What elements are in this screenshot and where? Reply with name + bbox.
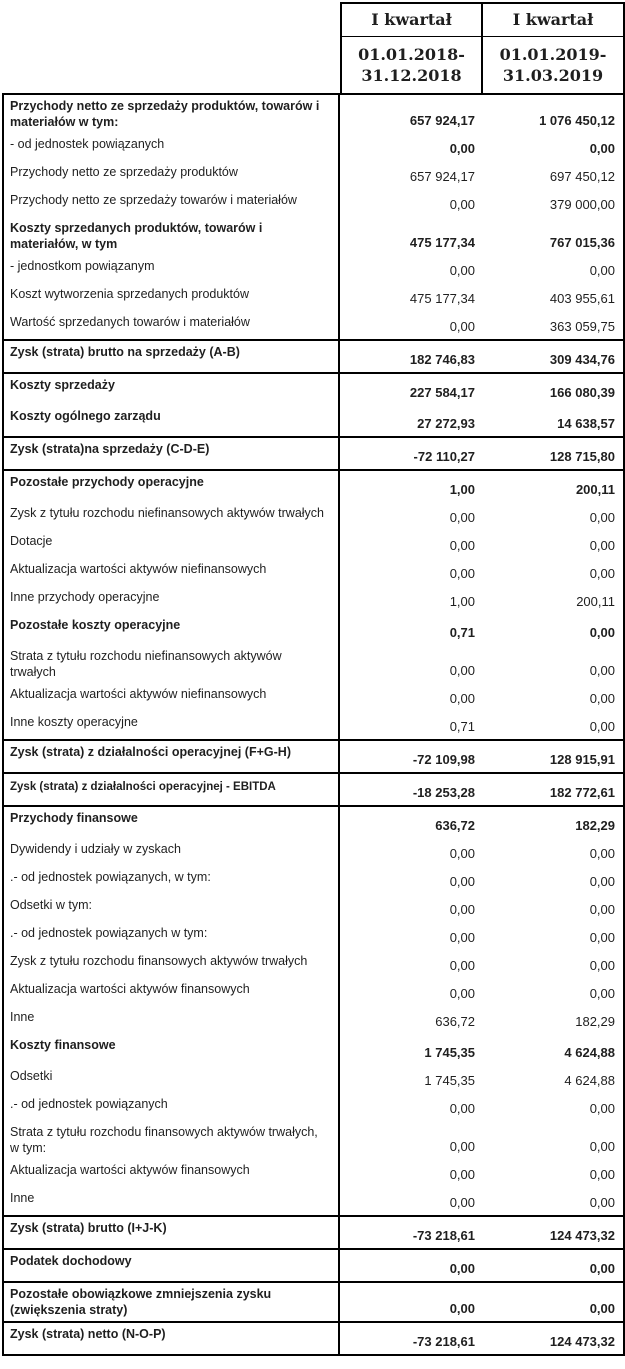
value-2019: 0,00 <box>483 614 625 645</box>
value-2019: 403 955,61 <box>483 283 625 311</box>
row-label: Aktualizacja wartości aktywów niefinansowych <box>2 683 340 711</box>
value-2018: 0,00 <box>449 958 475 973</box>
value-2019: 4 624,88 <box>483 1034 625 1065</box>
table-row <box>2 866 625 894</box>
value-2018: 0,00 <box>449 538 475 553</box>
value-2018: 0,00 <box>449 986 475 1001</box>
table-section <box>2 1250 625 1283</box>
value-2019: 4 624,88 <box>483 1065 625 1093</box>
value-2018: 0,71 <box>449 719 475 734</box>
table-row <box>2 255 625 283</box>
table-row <box>2 1065 625 1093</box>
table-row <box>2 189 625 217</box>
table-row <box>2 711 625 739</box>
row-label: Koszty finansowe <box>2 1034 340 1065</box>
column-header-2018 <box>340 2 483 93</box>
value-2018: 0,00 <box>449 1261 475 1276</box>
row-label: Przychody netto ze sprzedaży towarów i materiałów <box>2 189 340 217</box>
value-2019: 200,11 <box>483 471 625 502</box>
row-label: .- od jednostek powiązanych <box>2 1093 340 1121</box>
value-2018: 227 584,17 <box>409 385 475 400</box>
value-2018: 0,00 <box>449 566 475 581</box>
row-label: Koszt wytworzenia sprzedanych produktów <box>2 283 340 311</box>
value-2018: 0,00 <box>449 319 475 334</box>
table-row <box>2 807 625 838</box>
value-2018: 657 924,17 <box>409 113 475 128</box>
table-row <box>2 405 625 436</box>
table-row <box>2 1093 625 1121</box>
value-2018: -72 110,27 <box>413 449 475 464</box>
table-section <box>2 774 625 807</box>
row-label: Zysk (strata) brutto (I+J-K) <box>2 1217 340 1248</box>
column-2018-title: I kwartał <box>342 4 481 37</box>
value-2018: 0,00 <box>449 1301 475 1316</box>
value-2019: 124 473,32 <box>483 1323 625 1354</box>
table-row <box>2 1006 625 1034</box>
row-label: Inne koszty operacyjne <box>2 711 340 739</box>
column-header-2019 <box>483 2 625 93</box>
value-2018: 636,72 <box>435 1014 475 1029</box>
value-2018: 0,00 <box>449 902 475 917</box>
value-2018: 27 272,93 <box>417 416 475 431</box>
value-2019: 200,11 <box>483 586 625 614</box>
table-row <box>2 922 625 950</box>
row-label: Aktualizacja wartości aktywów niefinansowych <box>2 558 340 586</box>
table-row <box>2 774 625 805</box>
column-2019-title: I kwartał <box>483 4 623 37</box>
row-label: Podatek dochodowy <box>2 1250 340 1281</box>
value-2018: 1,00 <box>449 594 475 609</box>
value-2019: 697 450,12 <box>483 161 625 189</box>
table-row <box>2 586 625 614</box>
row-label: Inne <box>2 1187 340 1215</box>
table-section <box>2 438 625 471</box>
table-row <box>2 1159 625 1187</box>
value-2019: 0,00 <box>483 866 625 894</box>
table-row <box>2 471 625 502</box>
value-2019: 166 080,39 <box>483 374 625 405</box>
value-2018: 182 746,83 <box>409 352 475 367</box>
row-label: Zysk (strata) brutto na sprzedaży (A-B) <box>2 341 340 372</box>
column-2019-period-line2: 31.03.2019 <box>502 66 604 85</box>
row-label: Przychody netto ze sprzedaży produktów, towarów i materiałów w tym: <box>2 95 340 133</box>
table-row <box>2 161 625 189</box>
table-row <box>2 683 625 711</box>
value-2019: 0,00 <box>483 645 625 683</box>
table-row <box>2 374 625 405</box>
value-2018: 1 745,35 <box>424 1073 475 1088</box>
value-2019: 0,00 <box>483 894 625 922</box>
table-row <box>2 558 625 586</box>
value-2019: 0,00 <box>483 1250 625 1281</box>
value-2019: 0,00 <box>483 502 625 530</box>
row-label: Koszty sprzedanych produktów, towarów i materiałów, w tym <box>2 217 340 255</box>
table-row <box>2 341 625 372</box>
value-2018: 0,00 <box>449 874 475 889</box>
value-2018: 0,00 <box>449 1101 475 1116</box>
value-2018: 0,00 <box>449 663 475 678</box>
value-2019: 0,00 <box>483 133 625 161</box>
table-row <box>2 502 625 530</box>
row-label: Inne <box>2 1006 340 1034</box>
header-empty-cell <box>2 2 340 93</box>
value-2019: 182,29 <box>483 807 625 838</box>
row-label: Aktualizacja wartości aktywów finansowych <box>2 1159 340 1187</box>
table-section <box>2 741 625 774</box>
row-label: Odsetki w tym: <box>2 894 340 922</box>
table-row <box>2 1034 625 1065</box>
value-2019: 182,29 <box>483 1006 625 1034</box>
row-label: Zysk (strata) z działalności operacyjnej - EBITDA <box>2 774 340 805</box>
row-label: Koszty ogólnego zarządu <box>2 405 340 436</box>
value-2018: 0,00 <box>449 930 475 945</box>
value-2018: 636,72 <box>435 818 475 833</box>
value-2018: 0,00 <box>449 1195 475 1210</box>
value-2019: 0,00 <box>483 558 625 586</box>
value-2019: 767 015,36 <box>483 217 625 255</box>
value-2018: 1,00 <box>449 482 475 497</box>
profit-and-loss-statement <box>2 2 625 1356</box>
table-row <box>2 438 625 469</box>
table-row <box>2 1250 625 1281</box>
row-label: Zysk z tytułu rozchodu finansowych aktywów trwałych <box>2 950 340 978</box>
row-label: Dotacje <box>2 530 340 558</box>
column-2019-period-line1: 01.01.2019- <box>499 45 607 64</box>
table-row <box>2 741 625 772</box>
table-row <box>2 1323 625 1354</box>
table-section <box>2 1217 625 1250</box>
value-2019: 0,00 <box>483 978 625 1006</box>
table-row <box>2 283 625 311</box>
row-label: .- od jednostek powiązanych, w tym: <box>2 866 340 894</box>
table-row <box>2 894 625 922</box>
value-2019: 0,00 <box>483 683 625 711</box>
table-row <box>2 1187 625 1215</box>
value-2018: 0,00 <box>449 510 475 525</box>
value-2018: 475 177,34 <box>409 235 475 250</box>
table-row <box>2 950 625 978</box>
value-2018: 475 177,34 <box>409 291 475 306</box>
row-label: .- od jednostek powiązanych w tym: <box>2 922 340 950</box>
row-label: Zysk (strata)na sprzedaży (C-D-E) <box>2 438 340 469</box>
table-body <box>2 93 625 1356</box>
table-row <box>2 1121 625 1159</box>
row-label: Zysk (strata) netto (N-O-P) <box>2 1323 340 1354</box>
table-row <box>2 95 625 133</box>
table-row <box>2 1217 625 1248</box>
row-label: Koszty sprzedaży <box>2 374 340 405</box>
table-row <box>2 530 625 558</box>
row-label: Strata z tytułu rozchodu finansowych aktywów trwałych, w tym: <box>2 1121 340 1159</box>
value-2019: 0,00 <box>483 838 625 866</box>
value-2018: 0,00 <box>449 1139 475 1154</box>
row-label: Pozostałe obowiązkowe zmniejszenia zysku (zwiększenia straty) <box>2 1283 340 1321</box>
value-2018: -73 218,61 <box>412 1334 475 1349</box>
row-label: Pozostałe przychody operacyjne <box>2 471 340 502</box>
value-2018: 0,00 <box>449 197 475 212</box>
value-2018: 0,00 <box>449 263 475 278</box>
column-2018-period-line2: 31.12.2018 <box>361 66 462 85</box>
value-2019: 0,00 <box>483 255 625 283</box>
table-section <box>2 95 625 341</box>
table-row <box>2 838 625 866</box>
column-2019-period <box>483 37 623 93</box>
column-2018-period-line1: 01.01.2018- <box>358 45 465 64</box>
row-label: Inne przychody operacyjne <box>2 586 340 614</box>
column-2018-period <box>342 37 481 93</box>
row-label: - od jednostek powiązanych <box>2 133 340 161</box>
table-row <box>2 978 625 1006</box>
row-label: - jednostkom powiązanym <box>2 255 340 283</box>
value-2018: -73 218,61 <box>412 1228 475 1243</box>
value-2019: 0,00 <box>483 1159 625 1187</box>
value-2019: 1 076 450,12 <box>483 95 625 133</box>
table-row <box>2 645 625 683</box>
value-2019: 0,00 <box>483 711 625 739</box>
table-row <box>2 217 625 255</box>
value-2018: 1 745,35 <box>424 1045 475 1060</box>
table-section <box>2 1283 625 1323</box>
table-row <box>2 133 625 161</box>
table-header <box>2 2 625 93</box>
value-2019: 0,00 <box>483 530 625 558</box>
row-label: Wartość sprzedanych towarów i materiałów <box>2 311 340 339</box>
table-section <box>2 341 625 374</box>
row-label: Zysk (strata) z działalności operacyjnej (F+G-H) <box>2 741 340 772</box>
value-2019: 0,00 <box>483 1093 625 1121</box>
row-label: Przychody finansowe <box>2 807 340 838</box>
value-2018: 657 924,17 <box>409 169 475 184</box>
table-section <box>2 807 625 1217</box>
value-2019: 0,00 <box>483 950 625 978</box>
value-2019: 0,00 <box>483 1187 625 1215</box>
value-2018: -18 253,28 <box>412 785 475 800</box>
row-label: Strata z tytułu rozchodu niefinansowych aktywów trwałych <box>2 645 340 683</box>
value-2019: 379 000,00 <box>483 189 625 217</box>
table-section <box>2 1323 625 1356</box>
table-section <box>2 471 625 741</box>
value-2019: 182 772,61 <box>483 774 625 805</box>
row-label: Odsetki <box>2 1065 340 1093</box>
value-2018: 0,00 <box>449 846 475 861</box>
value-2018: -72 109,98 <box>412 752 475 767</box>
table-row <box>2 311 625 339</box>
value-2019: 0,00 <box>483 1121 625 1159</box>
table-section <box>2 374 625 438</box>
row-label: Pozostałe koszty operacyjne <box>2 614 340 645</box>
value-2019: 128 915,91 <box>483 741 625 772</box>
value-2019: 363 059,75 <box>483 311 625 339</box>
row-label: Zysk z tytułu rozchodu niefinansowych aktywów trwałych <box>2 502 340 530</box>
table-row <box>2 1283 625 1321</box>
value-2019: 124 473,32 <box>483 1217 625 1248</box>
row-label: Przychody netto ze sprzedaży produktów <box>2 161 340 189</box>
value-2018: 0,71 <box>449 625 475 640</box>
row-label: Dywidendy i udziały w zyskach <box>2 838 340 866</box>
value-2019: 14 638,57 <box>483 405 625 436</box>
row-label: Aktualizacja wartości aktywów finansowych <box>2 978 340 1006</box>
table-row <box>2 614 625 645</box>
value-2018: 0,00 <box>449 691 475 706</box>
value-2019: 309 434,76 <box>483 341 625 372</box>
value-2018: 0,00 <box>449 141 475 156</box>
value-2019: 0,00 <box>483 922 625 950</box>
value-2018: 0,00 <box>449 1167 475 1182</box>
value-2019: 128 715,80 <box>483 438 625 469</box>
value-2019: 0,00 <box>483 1283 625 1321</box>
